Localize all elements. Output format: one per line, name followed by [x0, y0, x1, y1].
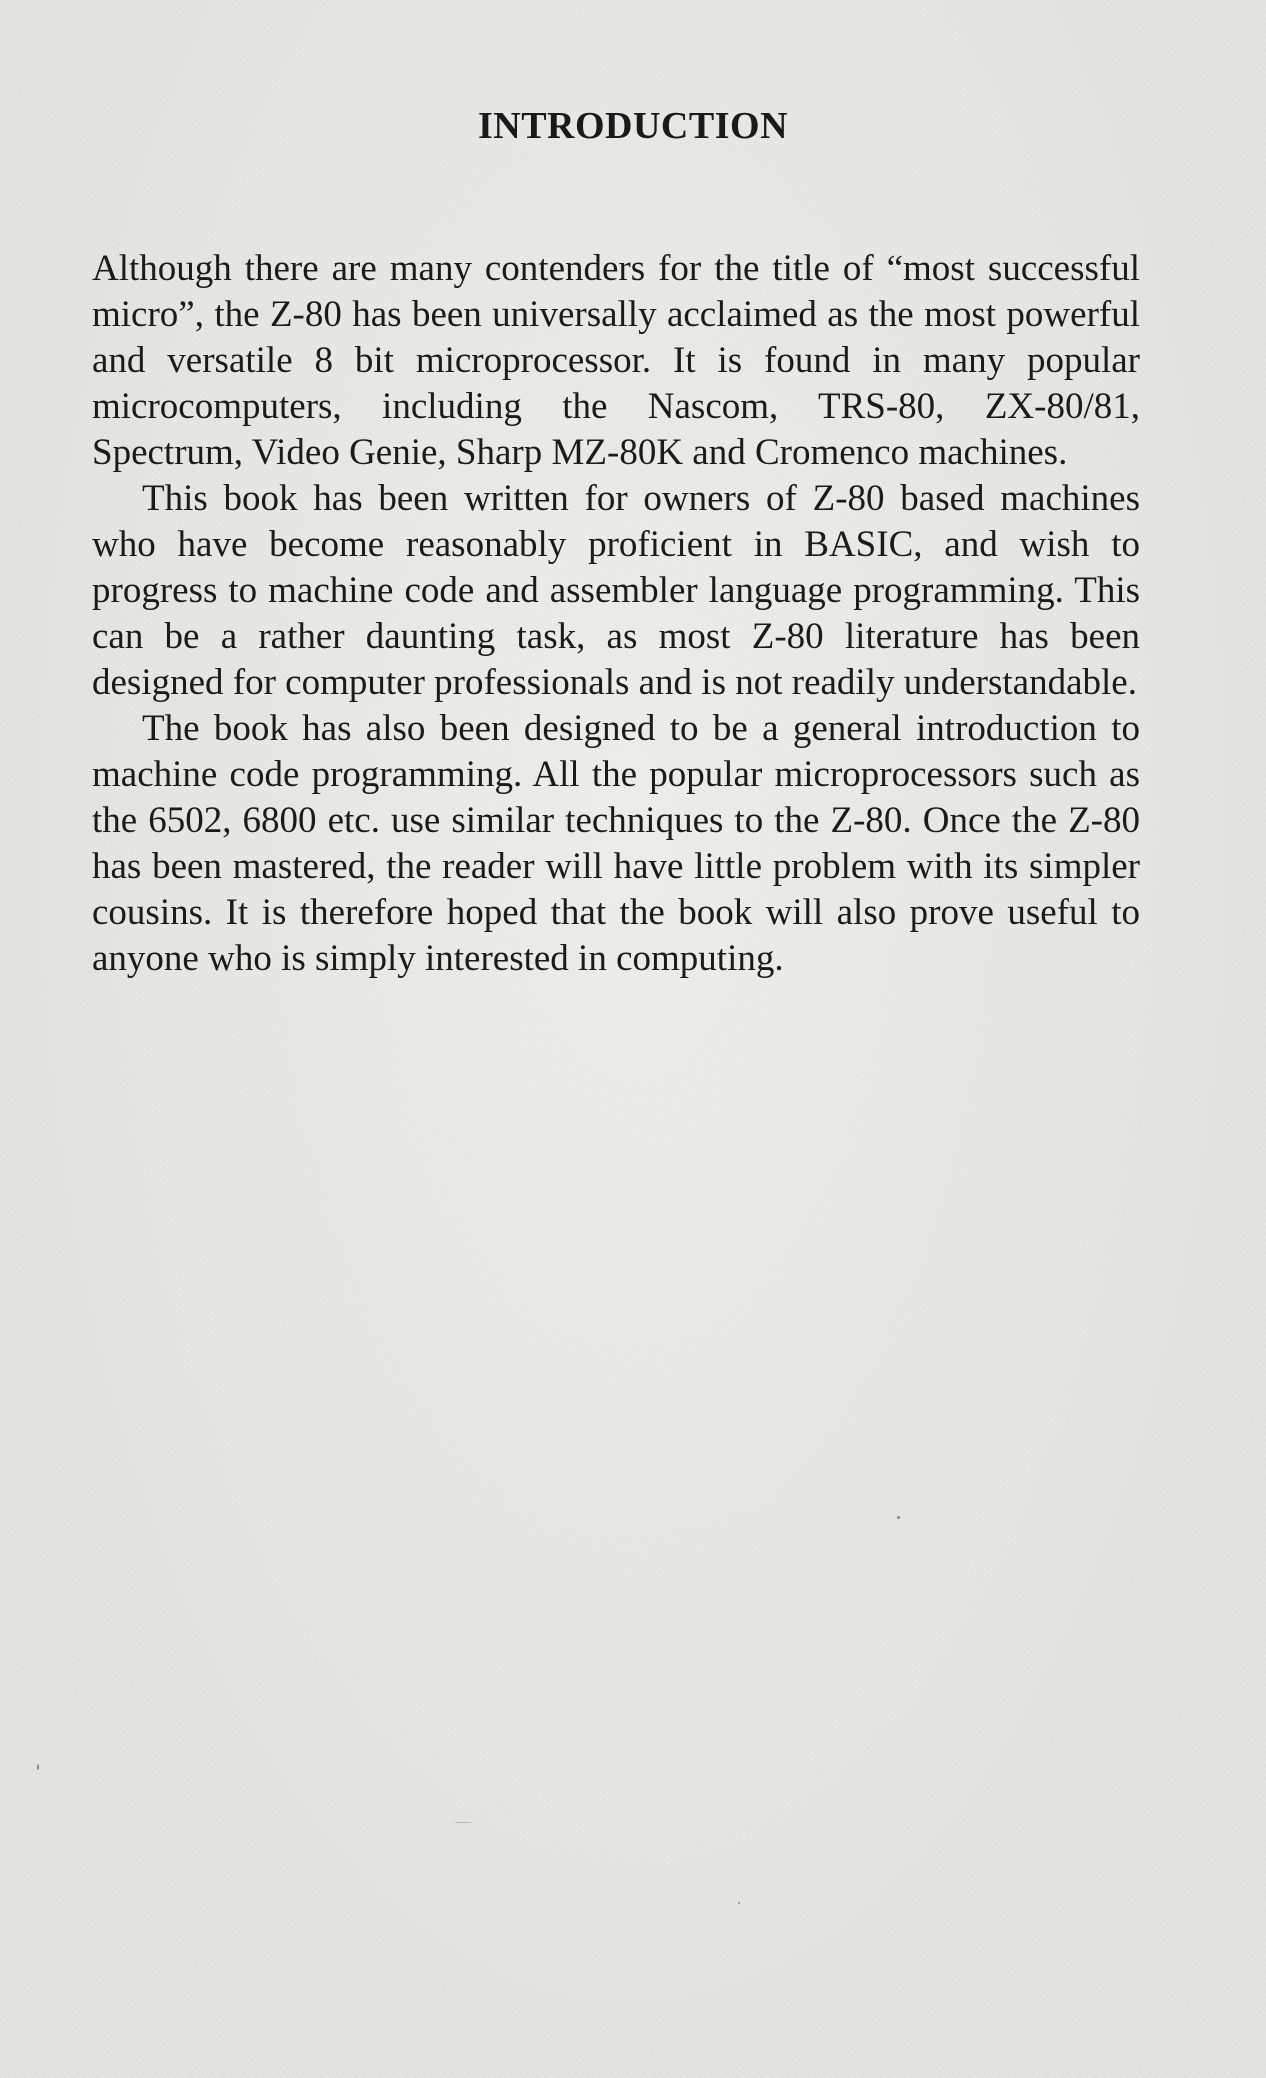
- paper-speck: [454, 1822, 472, 1823]
- page-title: INTRODUCTION: [477, 105, 789, 147]
- paper-speck: [738, 1902, 740, 1904]
- paper-speck: [37, 1764, 39, 1770]
- paragraph-1: Although there are many contenders for the title of “most successful micro”, the Z-80 has been universally acclaimed as the most powerful and versatile 8 bit microprocessor. It is found in many popular microcomputers, including the Nascom, TRS-80, ZX-80/81, Spectrum, Video Genie, Sharp MZ-80K and Cromenco machines.: [92, 248, 1140, 473]
- paper-speck: [897, 1516, 900, 1519]
- body-text: [92, 246, 1140, 982]
- paragraph-3: The book has also been designed to be a general introduction to machine code programming. All the popular microprocessors such as the 6502, 6800 etc. use similar techniques to the Z-80. Once the Z-80 has been mastered, the reader will have little problem with its simpler cousins. It is therefore hoped that the book will also prove useful to anyone who is simply interested in computing.: [92, 708, 1140, 979]
- paragraph-2: This book has been written for owners of Z-80 based machines who have become reasonably proficient in BASIC, and wish to progress to machine code and assembler language programming. This can be a rather daunting task, as most Z-80 literature has been designed for computer professionals and is not readily understandable.: [92, 478, 1140, 703]
